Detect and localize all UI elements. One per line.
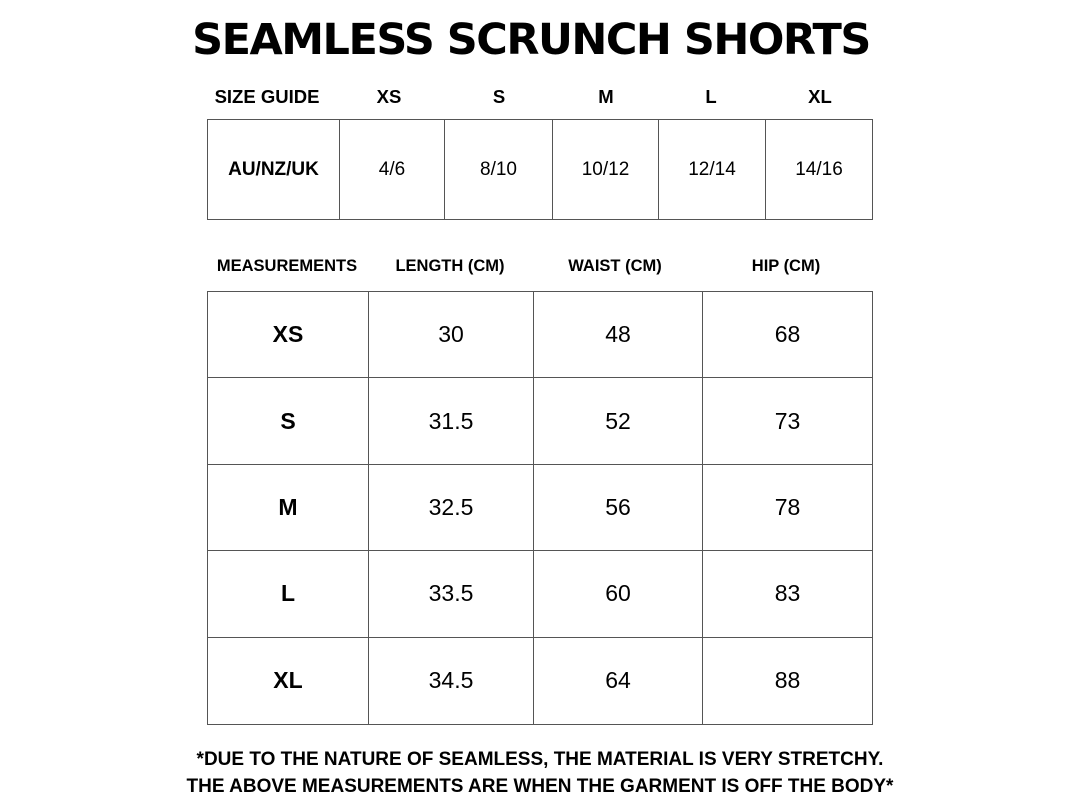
table-row-waist: 56: [534, 465, 703, 551]
page-title: SEAMLESS SCRUNCH SHORTS: [192, 15, 870, 65]
table-row-size: M: [208, 465, 369, 551]
measurements-table: [207, 291, 873, 725]
table-row-hip: 73: [703, 378, 872, 464]
table-row-waist: 60: [534, 551, 703, 637]
table-row-size: XS: [208, 292, 369, 378]
size-guide-table: [207, 119, 873, 220]
table-row-waist: 52: [534, 378, 703, 464]
table-row-size: L: [208, 551, 369, 637]
table-row-length: 30: [369, 292, 534, 378]
table-row-length: 34.5: [369, 638, 534, 724]
table-row-hip: 78: [703, 465, 872, 551]
size-header-xl: XL: [808, 86, 832, 107]
size-header-s: S: [492, 86, 506, 107]
size-header-l: L: [705, 86, 717, 107]
size-header-m: M: [598, 86, 614, 107]
table-row-size: S: [208, 378, 369, 464]
length-header: LENGTH (CM): [395, 257, 505, 275]
size-value-s: 8/10: [445, 120, 553, 219]
table-row-length: 33.5: [369, 551, 534, 637]
footnote-line-1: *DUE TO THE NATURE OF SEAMLESS, THE MATERIAL IS VERY STRETCHY.: [196, 749, 884, 770]
size-guide-header: SIZE GUIDE: [214, 86, 320, 107]
waist-header: WAIST (CM): [568, 257, 662, 275]
table-row-hip: 68: [703, 292, 872, 378]
table-row-size: XL: [208, 638, 369, 724]
measurements-header: MEASUREMENTS: [216, 257, 358, 275]
size-value-l: 12/14: [659, 120, 766, 219]
table-row-hip: 83: [703, 551, 872, 637]
table-row-length: 32.5: [369, 465, 534, 551]
table-row-waist: 48: [534, 292, 703, 378]
table-row-waist: 64: [534, 638, 703, 724]
region-label: AU/NZ/UK: [208, 120, 340, 219]
hip-header: HIP (CM): [751, 257, 821, 275]
table-row-hip: 88: [774, 667, 801, 694]
size-header-xs: XS: [376, 86, 402, 107]
size-value-xs: 4/6: [340, 120, 445, 219]
footnote-line-2: THE ABOVE MEASUREMENTS ARE WHEN THE GARMENT IS OFF THE BODY*: [186, 776, 894, 797]
size-value-xl: 14/16: [795, 158, 843, 180]
table-row-length: 31.5: [369, 378, 534, 464]
size-value-m: 10/12: [553, 120, 659, 219]
